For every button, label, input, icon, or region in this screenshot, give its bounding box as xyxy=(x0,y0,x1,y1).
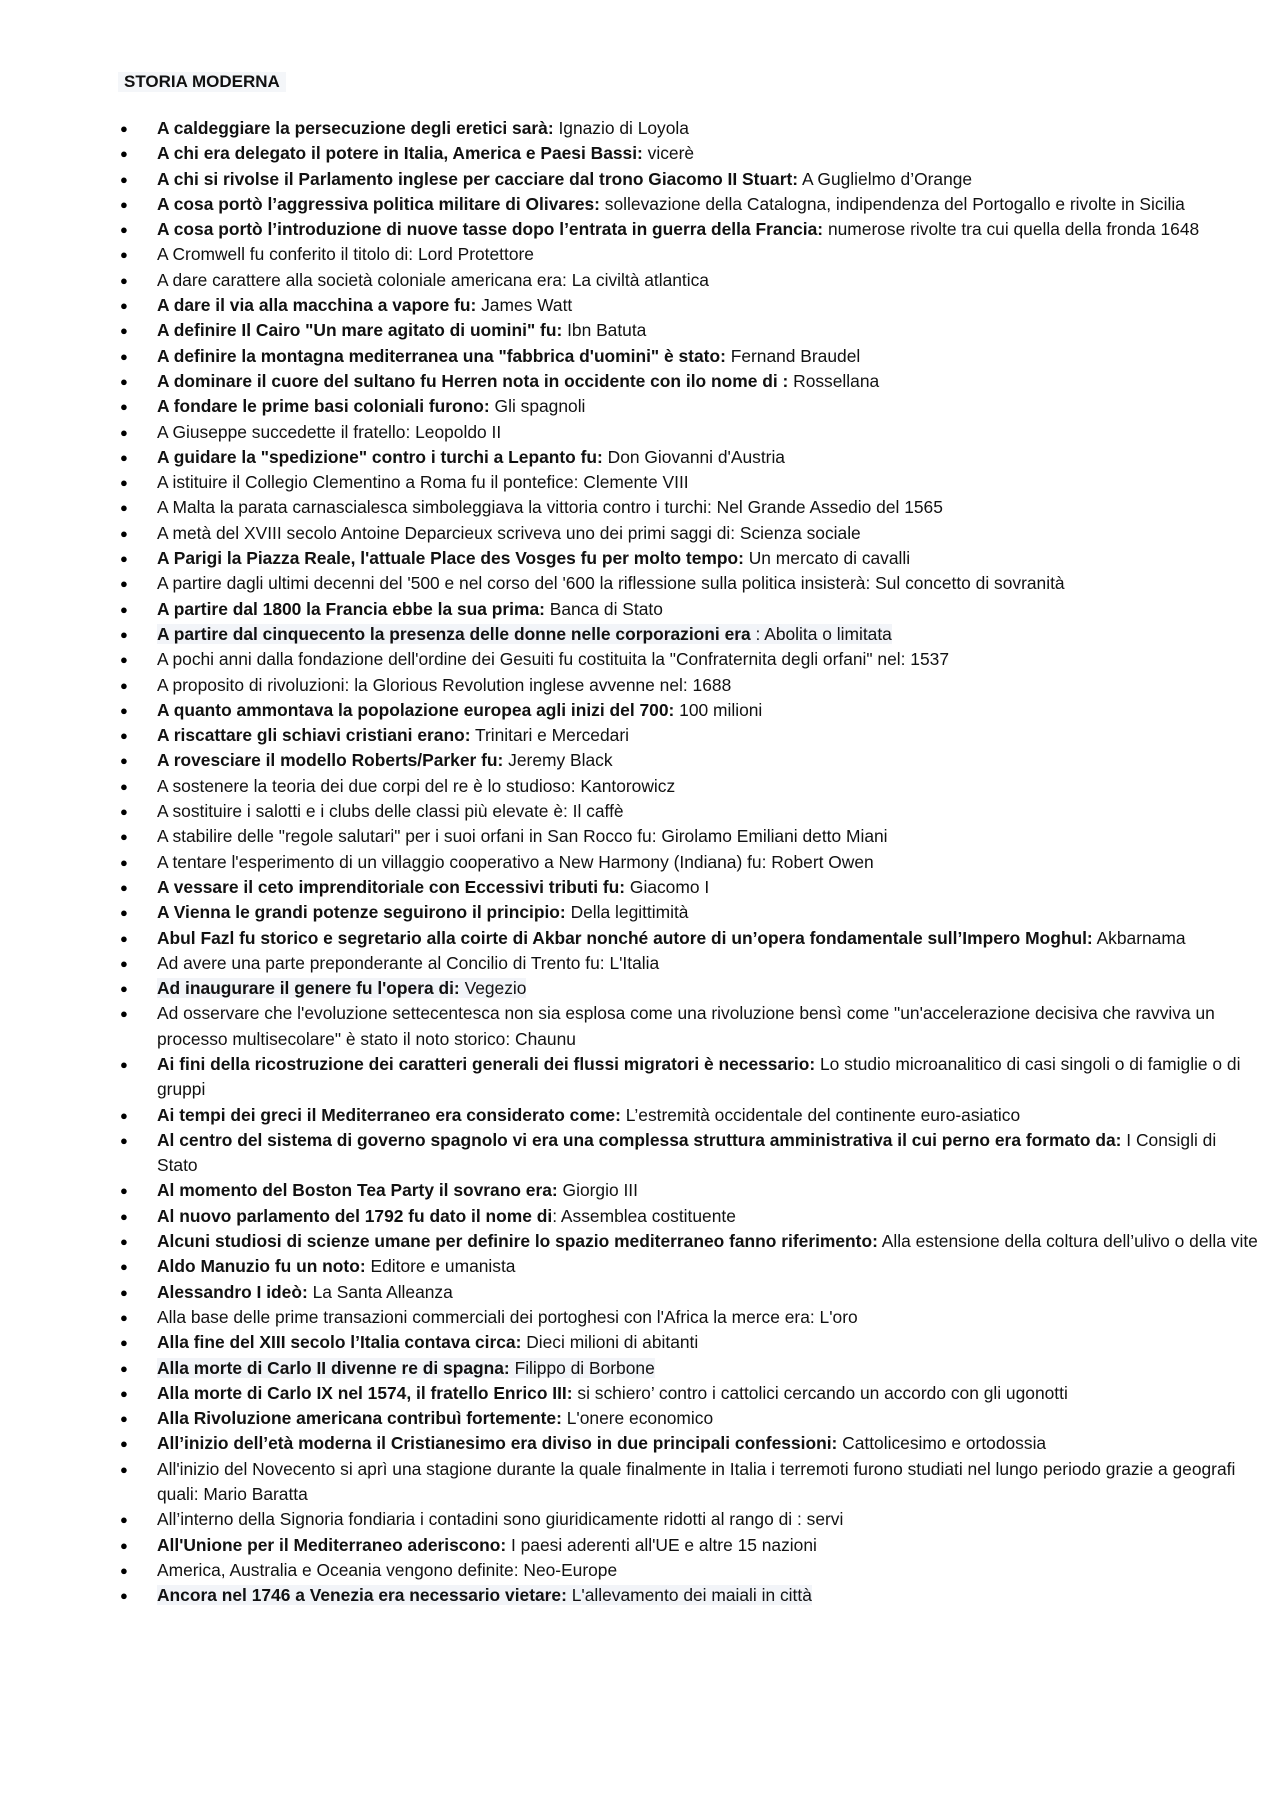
question-text: Al nuovo parlamento del 1792 fu dato il nome di xyxy=(157,1205,553,1226)
question-text: Alcuni studiosi di scienze umane per definire lo spazio mediterraneo fanno riferimento: xyxy=(157,1231,878,1252)
question-text: A caldeggiare la persecuzione degli eretici sarà: xyxy=(157,118,554,138)
item-text xyxy=(157,346,860,366)
answer-text: Don Giovanni d'Austria xyxy=(602,446,785,467)
question-text: Ancora nel 1746 a Venezia era necessario vietare: xyxy=(157,1585,567,1606)
question-text: A definire la montagna mediterranea una "fabbrica d'uomini" è stato: xyxy=(157,345,726,366)
list-item xyxy=(100,976,1260,1001)
answer-text: A sostenere la teoria dei due corpi del re è lo studioso: Kantorowicz xyxy=(157,775,676,796)
answer-text: A partire dagli ultimi decenni del '500 e nel corso del '600 la riflessione sulla politica insisterà: Sul concetto di sovranità xyxy=(157,573,1065,594)
list-item xyxy=(100,723,1260,748)
answer-text: Ad avere una parte preponderante al Concilio di Trento fu: L'Italia xyxy=(157,952,660,973)
item-text xyxy=(157,877,709,897)
item-text xyxy=(157,1332,698,1352)
item-text xyxy=(157,928,1186,948)
list-item xyxy=(100,1052,1260,1103)
list-item xyxy=(100,420,1260,445)
question-text: All'Unione per il Mediterraneo aderiscono: xyxy=(157,1534,507,1555)
list-item xyxy=(100,1507,1260,1532)
list-item xyxy=(100,1457,1260,1508)
item-text xyxy=(157,1282,453,1302)
item-text xyxy=(157,1105,1020,1125)
item-text xyxy=(157,169,972,189)
item-text xyxy=(157,523,861,543)
list-item xyxy=(100,1178,1260,1203)
item-text xyxy=(157,978,526,998)
list-item xyxy=(100,1280,1260,1305)
item-text xyxy=(157,497,943,517)
item-text xyxy=(157,1307,858,1327)
list-item xyxy=(100,597,1260,622)
answer-text: A Guglielmo d’Orange xyxy=(798,168,973,189)
question-text: Aldo Manuzio fu un noto: xyxy=(157,1256,366,1277)
answer-text: A dare carattere alla società coloniale americana era: La civiltà atlantica xyxy=(157,269,709,290)
list-item xyxy=(100,293,1260,318)
question-text: Alessandro I ideò: xyxy=(157,1281,308,1302)
item-text xyxy=(157,143,694,163)
question-text: Al centro del sistema di governo spagnolo vi era una complessa struttura amministrativa il cui perno era formato da: xyxy=(157,1129,1122,1150)
list-item xyxy=(100,1305,1260,1330)
answer-text: Della legittimità xyxy=(565,902,689,923)
answer-text: Giorgio III xyxy=(557,1180,638,1201)
question-text: Alla morte di Carlo II divenne re di spagna: xyxy=(157,1357,510,1378)
item-text xyxy=(157,953,659,973)
question-text: A vessare il ceto imprenditoriale con Eccessivi tributi fu: xyxy=(157,876,626,897)
item-text xyxy=(157,447,785,467)
item-text xyxy=(157,1180,638,1200)
answer-text: Lo studio microanalitico di casi singoli o di famiglie o di gruppi xyxy=(157,1053,1241,1100)
list-item xyxy=(100,1128,1260,1179)
list-item xyxy=(100,116,1260,141)
item-text xyxy=(157,573,1065,593)
answer-text: Giacomo I xyxy=(625,876,710,897)
list-item xyxy=(100,850,1260,875)
item-text xyxy=(157,371,879,391)
answer-text: A proposito di rivoluzioni: la Glorious Revolution inglese avvenne nel: 1688 xyxy=(157,674,732,695)
answer-text: L'allevamento dei maiali in città xyxy=(566,1585,812,1606)
answer-text: Ad osservare che l'evoluzione settecentesca non sia esplosa come una rivoluzione bensì come "un'accelerazione decisiva che ravviva un processo multisecolare" è stato il noto storico: Chaunu xyxy=(157,1003,1215,1049)
item-text xyxy=(157,118,689,138)
question-text: Abul Fazl fu storico e segretario alla coirte di Akbar nonché autore di un’opera fondamentale sull’Impero Moghul: xyxy=(157,927,1093,948)
question-text: A rovesciare il modello Roberts/Parker fu: xyxy=(157,750,504,771)
answer-text: numerose rivolte tra cui quella della fronda 1648 xyxy=(823,219,1200,240)
item-text xyxy=(157,801,624,821)
item-text xyxy=(157,675,731,695)
answer-text: vicerè xyxy=(642,143,695,164)
answer-text: Rossellana xyxy=(788,370,880,391)
list-item xyxy=(100,1558,1260,1583)
question-text: A dominare il cuore del sultano fu Herren nota in occidente con ilo nome di : xyxy=(157,370,789,391)
item-text xyxy=(157,472,689,492)
list-item xyxy=(100,1583,1260,1608)
question-text: Al momento del Boston Tea Party il sovrano era: xyxy=(157,1180,558,1201)
answer-text: A Cromwell fu conferito il titolo di: Lord Protettore xyxy=(157,244,534,265)
answer-text: America, Australia e Oceania vengono definite: Neo-Europe xyxy=(157,1559,618,1580)
list-item xyxy=(100,1533,1260,1558)
answer-text: : Assemblea costituente xyxy=(552,1205,736,1226)
item-text xyxy=(157,1231,1258,1251)
item-text xyxy=(157,1130,1216,1175)
item-text xyxy=(157,320,646,340)
list-item xyxy=(100,1330,1260,1355)
answer-text: Cattolicesimo e ortodossia xyxy=(837,1433,1047,1454)
list-item xyxy=(100,622,1260,647)
list-item xyxy=(100,167,1260,192)
item-text xyxy=(157,1585,812,1605)
question-text: A Parigi la Piazza Reale, l'attuale Place des Vosges fu per molto tempo: xyxy=(157,548,744,569)
list-item xyxy=(100,926,1260,951)
item-text xyxy=(157,1358,655,1378)
question-text: Ai fini della ricostruzione dei caratteri generali dei flussi migratori è necessario: xyxy=(157,1053,816,1074)
answer-text: L'onere economico xyxy=(561,1408,714,1429)
answer-text: Filippo di Borbone xyxy=(509,1357,655,1378)
list-item xyxy=(100,141,1260,166)
answer-text: Banca di Stato xyxy=(544,598,663,619)
answer-text: A tentare l'esperimento di un villaggio cooperativo a New Harmony (Indiana) fu: Robert Owen xyxy=(157,851,874,872)
item-text xyxy=(157,1408,713,1428)
item-text xyxy=(157,219,1199,239)
answer-text: A sostituire i salotti e i clubs delle classi più elevate è: Il caffè xyxy=(157,801,624,822)
item-text xyxy=(157,244,534,264)
item-text xyxy=(157,270,709,290)
answer-text: L’estremità occidentale del continente euro-asiatico xyxy=(620,1104,1021,1125)
answer-text: All'inizio del Novecento si aprì una stagione durante la quale finalmente in Italia i terremoti furono studiati nel lungo periodo grazie a geografi quali: Mario Baratta xyxy=(157,1458,1236,1505)
question-text: A chi era delegato il potere in Italia, America e Paesi Bassi: xyxy=(157,143,643,164)
answer-text: Un mercato di cavalli xyxy=(743,548,911,569)
list-item xyxy=(100,268,1260,293)
answer-text: Alla estensione della coltura dell’ulivo o della vite xyxy=(877,1231,1258,1252)
item-text xyxy=(157,396,585,416)
answer-text: A istituire il Collegio Clementino a Roma fu il pontefice: Clemente VIII xyxy=(157,472,689,493)
list-item xyxy=(100,470,1260,495)
list-item xyxy=(100,951,1260,976)
answer-text: La Santa Alleanza xyxy=(307,1281,453,1302)
item-text xyxy=(157,700,762,720)
item-text xyxy=(157,422,501,442)
answer-text: Alla base delle prime transazioni commerciali dei portoghesi con l'Africa la merce era: L'oro xyxy=(157,1306,858,1327)
answer-text: A stabilire delle "regole salutari" per i suoi orfani in San Rocco fu: Girolamo Emiliani detto Miani xyxy=(157,826,888,847)
list-item xyxy=(100,824,1260,849)
list-item xyxy=(100,673,1260,698)
answer-text: Dieci milioni di abitanti xyxy=(521,1332,699,1353)
question-text: A Vienna le grandi potenze seguirono il principio: xyxy=(157,902,566,923)
list-item xyxy=(100,344,1260,369)
question-text: A partire dal 1800 la Francia ebbe la sua prima: xyxy=(157,598,545,619)
answer-text: sollevazione della Catalogna, indipendenza del Portogallo e rivolte in Sicilia xyxy=(599,193,1185,214)
question-text: A definire Il Cairo "Un mare agitato di uomini" fu: xyxy=(157,320,563,341)
list-item xyxy=(100,571,1260,596)
answer-text: I paesi aderenti all'UE e altre 15 nazioni xyxy=(506,1534,817,1555)
item-text xyxy=(157,599,663,619)
answer-text: Akbarnama xyxy=(1092,927,1186,948)
item-text xyxy=(157,624,892,644)
answer-text: Ignazio di Loyola xyxy=(553,118,689,138)
qa-list xyxy=(100,116,1260,1609)
question-text: A cosa portò l’aggressiva politica militare di Olivares: xyxy=(157,193,600,214)
answer-text: A Malta la parata carnascialesca simboleggiava la vittoria contro i turchi: Nel Grande Assedio del 1565 xyxy=(157,497,943,518)
answer-text: : Abolita o limitata xyxy=(750,623,892,644)
item-text xyxy=(157,725,629,745)
answer-text: si schiero’ contro i cattolici cercando un accordo con gli ugonotti xyxy=(572,1382,1068,1403)
item-text xyxy=(157,1256,515,1276)
list-item xyxy=(100,242,1260,267)
list-item xyxy=(100,318,1260,343)
list-item xyxy=(100,495,1260,520)
answer-text: Fernand Braudel xyxy=(725,345,861,366)
list-item xyxy=(100,394,1260,419)
item-text xyxy=(157,1459,1235,1504)
item-text xyxy=(157,649,949,669)
answer-text: James Watt xyxy=(476,295,573,316)
item-text xyxy=(157,826,888,846)
answer-text: A pochi anni dalla fondazione dell'ordine dei Gesuiti fu costituita la "Confraternita degli orfani" nel: 1537 xyxy=(157,649,949,670)
answer-text: Trinitari e Mercedari xyxy=(470,725,629,746)
list-item xyxy=(100,1229,1260,1254)
answer-text: A metà del XVIII secolo Antoine Deparcieux scriveva uno dei primi saggi di: Scienza sociale xyxy=(157,522,861,543)
list-item xyxy=(100,1381,1260,1406)
list-item xyxy=(100,799,1260,824)
item-text xyxy=(157,852,874,872)
answer-text: Gli spagnoli xyxy=(489,396,586,417)
item-text xyxy=(157,1509,843,1529)
list-item xyxy=(100,521,1260,546)
question-text: A chi si rivolse il Parlamento inglese per cacciare dal trono Giacomo II Stuart: xyxy=(157,168,799,189)
list-item xyxy=(100,1431,1260,1456)
answer-text: Jeremy Black xyxy=(503,750,613,771)
list-item xyxy=(100,445,1260,470)
answer-text: I Consigli di Stato xyxy=(157,1129,1217,1176)
list-item xyxy=(100,1103,1260,1128)
question-text: A riscattare gli schiavi cristiani erano: xyxy=(157,725,471,746)
item-text xyxy=(157,776,675,796)
question-text: A partire dal cinquecento la presenza delle donne nelle corporazioni era xyxy=(157,623,751,644)
list-item xyxy=(100,1204,1260,1229)
answer-text: Vegezio xyxy=(459,978,527,999)
question-text: Ad inaugurare il genere fu l'opera di: xyxy=(157,978,460,999)
list-item xyxy=(100,698,1260,723)
answer-text: Ibn Batuta xyxy=(562,320,647,341)
list-item xyxy=(100,647,1260,672)
list-item xyxy=(100,369,1260,394)
item-text xyxy=(157,1560,617,1580)
list-item xyxy=(100,1356,1260,1381)
list-item xyxy=(100,217,1260,242)
item-text xyxy=(157,750,613,770)
list-item xyxy=(100,748,1260,773)
question-text: Alla Rivoluzione americana contribuì fortemente: xyxy=(157,1408,562,1429)
answer-text: Editore e umanista xyxy=(365,1256,516,1277)
item-text xyxy=(157,1206,736,1226)
question-text: All’inizio dell’età moderna il Cristianesimo era diviso in due principali confessioni: xyxy=(157,1433,838,1454)
item-text xyxy=(157,295,572,315)
question-text: A dare il via alla macchina a vapore fu: xyxy=(157,295,477,316)
answer-text: A Giuseppe succedette il fratello: Leopoldo II xyxy=(157,421,502,442)
list-item xyxy=(100,192,1260,217)
question-text: A guidare la "spedizione" contro i turchi a Lepanto fu: xyxy=(157,446,603,467)
item-text xyxy=(157,902,688,922)
item-text xyxy=(157,194,1185,214)
list-item xyxy=(100,875,1260,900)
item-text xyxy=(157,1003,1215,1048)
item-text xyxy=(157,1383,1068,1403)
document-title: STORIA MODERNA xyxy=(118,72,286,92)
answer-text: 100 milioni xyxy=(674,699,763,720)
item-text xyxy=(157,548,910,568)
question-text: Ai tempi dei greci il Mediterraneo era considerato come: xyxy=(157,1104,621,1125)
item-text xyxy=(157,1054,1240,1099)
list-item xyxy=(100,1001,1260,1052)
question-text: A quanto ammontava la popolazione europea agli inizi del 700: xyxy=(157,699,675,720)
question-text: Alla fine del XIII secolo l’Italia contava circa: xyxy=(157,1332,522,1353)
list-item xyxy=(100,1254,1260,1279)
item-text xyxy=(157,1535,817,1555)
question-text: A fondare le prime basi coloniali furono: xyxy=(157,396,490,417)
list-item xyxy=(100,900,1260,925)
question-text: A cosa portò l’introduzione di nuove tasse dopo l’entrata in guerra della Francia: xyxy=(157,219,824,240)
item-text xyxy=(157,1433,1046,1453)
list-item xyxy=(100,774,1260,799)
question-text: Alla morte di Carlo IX nel 1574, il fratello Enrico III: xyxy=(157,1382,573,1403)
list-item xyxy=(100,1406,1260,1431)
list-item xyxy=(100,546,1260,571)
answer-text: All’interno della Signoria fondiaria i contadini sono giuridicamente ridotti al rango di : servi xyxy=(157,1509,844,1530)
